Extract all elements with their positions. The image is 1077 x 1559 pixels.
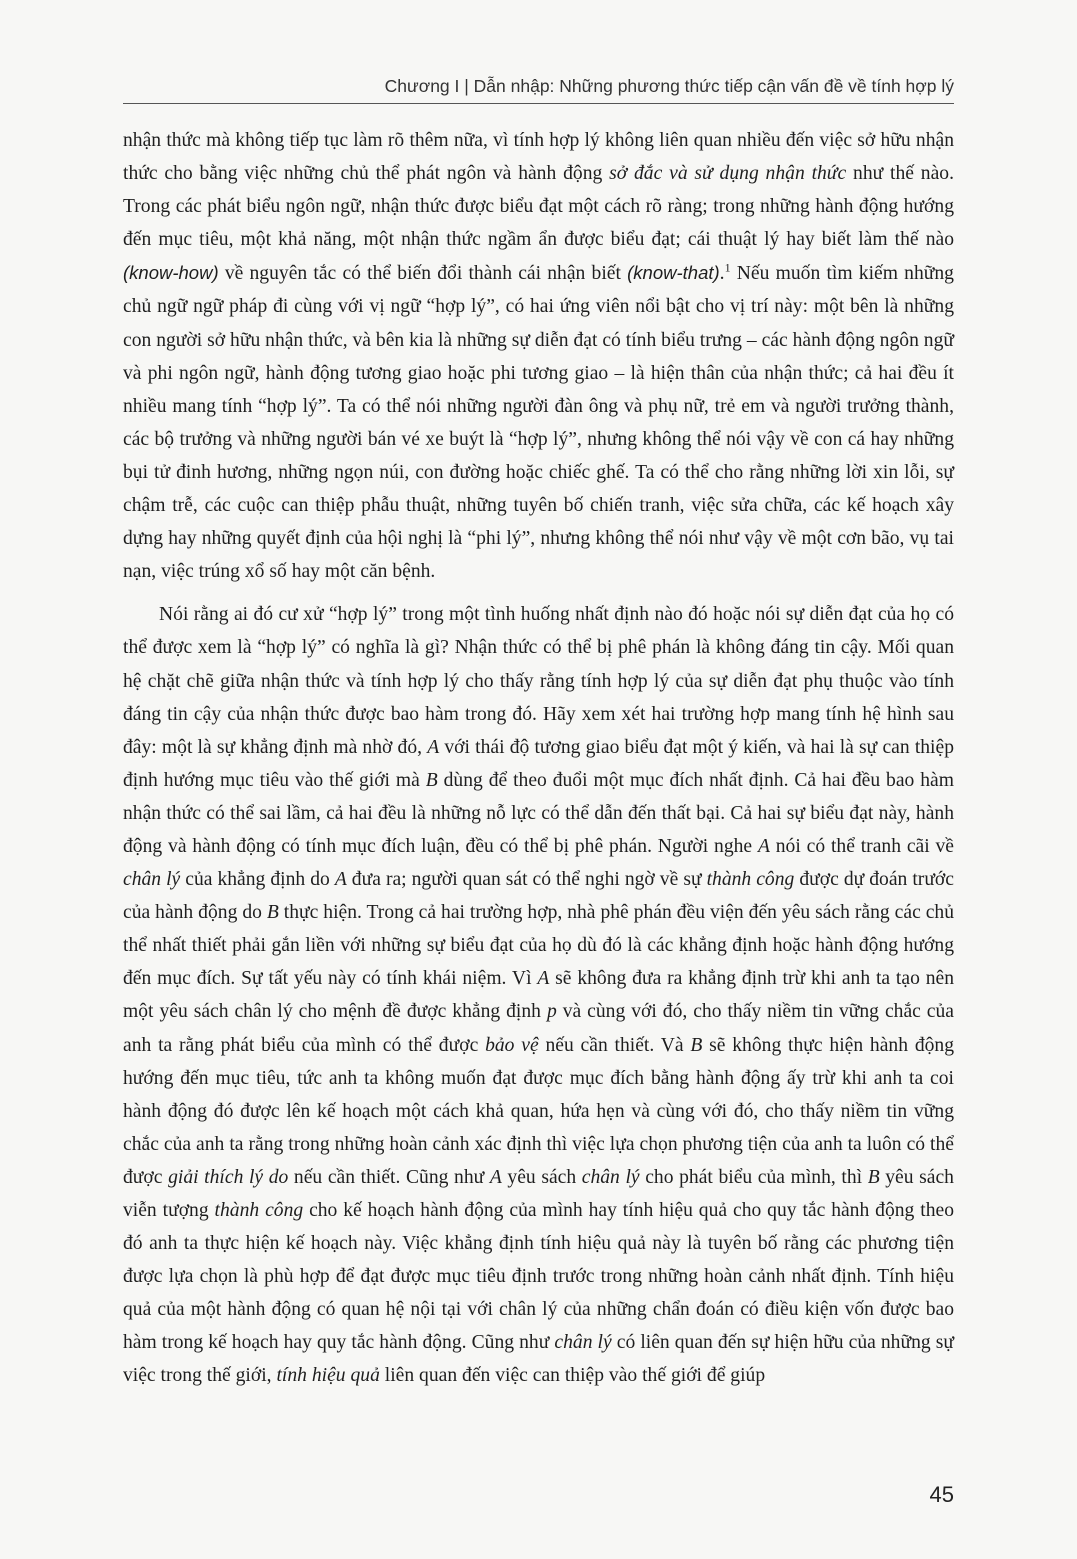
body-text [123, 124, 954, 1393]
text-run: yêu sách viễn tượng [123, 1166, 954, 1221]
text-run: được dự đoán trước của hành động do [123, 869, 954, 924]
text-run: dùng để theo đuổi một mục đích nhất định. Cả hai đều bao hàm nhận thức có thể sai lầm, cả hai đều là những nỗ lực có thể dẫn đến thất bại. Cả hai sự biểu đạt này, hành động và hành động có tính mục đích luận, đều có thể bị phê phán. Người nghe [123, 769, 954, 857]
italic-run: tính hiệu quả [276, 1365, 380, 1387]
text-run: và cùng với đó, cho thấy niềm tin vững chắc của anh ta rằng phát biểu của mình có thể được [123, 1001, 954, 1056]
text-run: nếu cần thiết. Cũng như [288, 1166, 490, 1188]
paragraph-1 [123, 124, 954, 588]
header-rule [123, 103, 954, 104]
text-run: yêu sách [501, 1166, 582, 1188]
italic-run: chân lý [581, 1166, 640, 1188]
italic-run: chân lý [554, 1332, 612, 1354]
text-run: Nói rằng ai đó cư xử “hợp lý” trong một tình huống nhất định nào đó hoặc nói sự diễn đạt của họ có thể được xem là “hợp lý” có nghĩa là gì? Nhận thức có thể bị phê phán là không đáng tin cậy. Mối quan hệ chặt chẽ giữa nhận thức và tính hợp lý cho thấy rằng tính hợp lý của sự diễn đạt phụ thuộc vào tính đáng tin cậy của nhận thức được bao hàm trong đó. Hãy xem xét hai trường hợp mang tính hệ hình sau đây: một là sự khẳng định mà nhờ đó, [123, 604, 954, 758]
italic-run: thành công [706, 869, 795, 891]
text-run: có liên quan đến sự hiện hữu của những sự việc trong thế giới, [123, 1332, 954, 1387]
text-run: nói có thể tranh cãi về [769, 835, 954, 857]
text-run: . [719, 263, 725, 285]
variable-p: p [546, 1001, 557, 1023]
page-number: 45 [929, 1482, 954, 1507]
variable-a: A [757, 835, 770, 857]
italic-run: giải thích lý do [168, 1166, 289, 1188]
variable-a: A [334, 869, 347, 891]
text-run: cho phát biểu của mình, thì [639, 1166, 868, 1188]
text-run: Nếu muốn tìm kiếm những chủ ngữ ngữ pháp đi cùng với vị ngữ “hợp lý”, có hai ứng viên nổi bật cho vị trí này: một bên là những con người sở hữu nhận thức, và bên kia là những sự diễn đạt có tính biểu trưng – các hành động ngôn ngữ và phi ngôn ngữ, hành động tương giao hoặc phi tương giao – là hiện thân của nhận thức; cả hai đều ít nhiều mang tính “hợp lý”. Ta có thể nói những người đàn ông và phụ nữ, trẻ em và người trưởng thành, các bộ trưởng và những người bán vé xe buýt là “hợp lý”, nhưng không thể nói vậy về con cá hay những bụi tử đinh hương, những ngọn núi, con đường hoặc chiếc ghế. Ta có thể cho rằng những lời xin lỗi, sự chậm trễ, các cuộc can thiệp phẫu thuật, những tuyên bố chiến tranh, việc sửa chữa, các kế hoạch xây dựng hay những quyết định của hội nghị là “phi lý”, nhưng không thể nói như vậy về một cơn bão, vụ tai nạn, việc trúng xổ số hay một căn bệnh. [123, 263, 954, 583]
variable-b: B [867, 1166, 880, 1188]
italic-run: chân lý [123, 869, 181, 891]
italic-term-know-that: (know-that) [627, 262, 720, 284]
italic-run: thành công [214, 1200, 304, 1221]
variable-b: B [690, 1034, 703, 1056]
text-run: nếu cần thiết. Và [538, 1034, 691, 1056]
text-run: thực hiện. Trong cả hai trường hợp, nhà phê phán đều viện đến yêu sách rằng các chủ thể nhất thiết phải gắn liền với những sự biểu đạt của họ dù đó là các khẳng định hoặc hành động hướng đến mục đích. Sự tất yếu này có tính khái niệm. Vì [123, 902, 955, 990]
text-run: cho kế hoạch hành động của mình hay tính hiệu quả cho quy tắc hành động theo đó anh ta thực hiện kế hoạch này. Việc khẳng định tính hiệu quả này là tuyên bố rằng các phương tiện được lựa chọn là phù hợp để đạt được mục tiêu định trước trong những hoàn cảnh nhất định. Tính hiệu quả của một hành động có quan hệ nội tại với chân lý của những chẩn đoán có điều kiện vốn được bao hàm trong kế hoạch hay quy tắc hành động. Cũng như [123, 1200, 954, 1354]
italic-term-know-how: (know-how) [123, 262, 219, 284]
italic-run: bảo vệ [485, 1034, 539, 1056]
text-run: đưa ra; người quan sát có thể nghi ngờ về sự [346, 869, 707, 891]
variable-a: A [489, 1166, 502, 1188]
text-run: sẽ không thực hiện hành động hướng đến mục tiêu, tức anh ta không muốn đạt được mục đích bằng hành động ấy trừ khi anh ta coi hành động đó được lên kế hoạch một cách khả quan, hứa hẹn và cùng với đó, cho thấy niềm tin vững chắc của anh ta rằng trong những hoàn cảnh xác định thì việc lựa chọn phương tiện của anh ta luôn có thể được [123, 1034, 955, 1188]
text-run: nhận thức mà không tiếp tục làm rõ thêm nữa, vì tính hợp lý không liên quan nhiều đến việc sở hữu nhận thức cho bằng việc những chủ thể phát ngôn và hành động [123, 130, 954, 185]
text-run: sẽ không đưa ra khẳng định trừ khi anh ta tạo nên một yêu sách chân lý cho mệnh đề được khẳng định [123, 968, 954, 1023]
text-run: về nguyên tắc có thể biến đổi thành cái nhận biết [218, 263, 628, 285]
variable-a: A [537, 968, 550, 990]
variable-a: A [427, 736, 440, 758]
text-run: liên quan đến việc can thiệp vào thế giới để giúp [379, 1365, 766, 1387]
footnote-reference[interactable]: 1 [724, 260, 731, 275]
text-run: với thái độ tương giao biểu đạt một ý kiến, và hai là sự can thiệp định hướng mục tiêu vào thế giới mà [123, 736, 954, 791]
paragraph-2 [123, 598, 954, 1392]
variable-b: B [266, 902, 279, 924]
variable-b: B [425, 769, 438, 791]
text-run: của khẳng định do [180, 869, 335, 891]
italic-run: sở đắc và sử dụng nhận thức [609, 163, 847, 185]
text-run: như thế nào. Trong các phát biểu ngôn ngữ, nhận thức được biểu đạt một cách rõ ràng; trong những hành động hướng đến mục tiêu, một khả năng, một nhận thức ngầm ẩn được biểu đạt; cái thuật lý hay biết làm thế nào [123, 163, 954, 251]
running-header: Chương I | Dẫn nhập: Những phương thức tiếp cận vấn đề về tính hợp lý [384, 76, 954, 96]
